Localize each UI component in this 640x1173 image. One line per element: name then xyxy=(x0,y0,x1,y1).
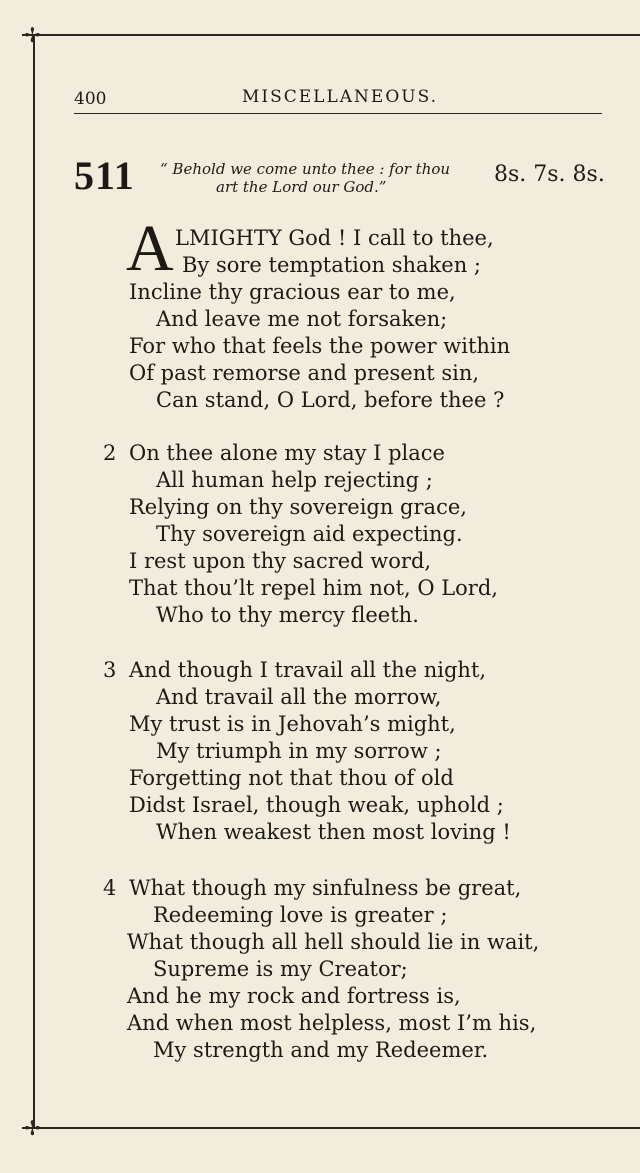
left-border-rule xyxy=(33,34,35,1128)
verse-1-line-6: Of past remorse and present sin, xyxy=(129,361,480,385)
epigraph-line-2: art the Lord our God.” xyxy=(216,178,387,196)
hymn-number: 511 xyxy=(74,153,135,198)
verse-3-line-4: My triumph in my sorrow ; xyxy=(156,739,442,763)
verse-2-line-5: I rest upon thy sacred word, xyxy=(129,549,432,573)
verse-2-line-2: All human help rejecting ; xyxy=(156,468,433,492)
page-number: 400 xyxy=(74,89,107,109)
verse-3-line-3: My trust is in Jehovah’s might, xyxy=(129,712,456,736)
verse-1-line-5: For who that feels the power within xyxy=(129,334,511,358)
verse-3-line-7: When weakest then most loving ! xyxy=(156,820,511,844)
verse-2-line-7: Who to thy mercy fleeth. xyxy=(156,603,419,627)
verse-4-line-5: And he my rock and fortress is, xyxy=(127,984,461,1008)
verse-2-number: 2 xyxy=(103,441,117,465)
verse-3-line-5: Forgetting not that thou of old xyxy=(129,766,454,790)
verse-2-line-4: Thy sovereign aid expecting. xyxy=(156,522,463,546)
verse-1-line-1: LMIGHTY God ! I call to thee, xyxy=(175,226,494,250)
hymn-meter: 8s. 7s. 8s. xyxy=(494,162,605,187)
verse-4-line-6: And when most helpless, most I’m his, xyxy=(127,1011,537,1035)
top-corner-cross-icon: ✢ xyxy=(24,23,41,47)
verse-3-line-1: And though I travail all the night, xyxy=(129,658,487,682)
verse-4-line-4: Supreme is my Creator; xyxy=(153,957,408,981)
drop-cap: A xyxy=(126,212,174,285)
top-border-rule xyxy=(22,34,640,36)
verse-4-line-3: What though all hell should lie in wait, xyxy=(127,930,540,954)
bottom-corner-cross-icon: ✢ xyxy=(24,1116,41,1140)
verse-4-line-7: My strength and my Redeemer. xyxy=(153,1038,489,1062)
verse-4-number: 4 xyxy=(103,876,117,900)
verse-1-line-4: And leave me not forsaken; xyxy=(156,307,448,331)
epigraph-line-1: “ Behold we come unto thee : for thou xyxy=(160,160,451,178)
verse-2-line-1: On thee alone my stay I place xyxy=(129,441,445,465)
bottom-border-rule xyxy=(22,1127,640,1129)
verse-1-line-3: Incline thy gracious ear to me, xyxy=(129,280,456,304)
verse-3-line-2: And travail all the morrow, xyxy=(156,685,442,709)
header-rule xyxy=(74,113,602,114)
verse-2-line-3: Relying on thy sovereign grace, xyxy=(129,495,467,519)
verse-3-line-6: Didst Israel, though weak, uphold ; xyxy=(129,793,504,817)
verse-4-line-2: Redeeming love is greater ; xyxy=(153,903,448,927)
verse-3-number: 3 xyxy=(103,658,117,682)
verse-4-line-1: What though my sinfulness be great, xyxy=(129,876,522,900)
verse-1-line-2: By sore temptation shaken ; xyxy=(182,253,481,277)
running-title: MISCELLANEOUS. xyxy=(242,87,439,107)
verse-1-line-7: Can stand, O Lord, before thee ? xyxy=(156,388,505,412)
verse-2-line-6: That thou’lt repel him not, O Lord, xyxy=(129,576,498,600)
